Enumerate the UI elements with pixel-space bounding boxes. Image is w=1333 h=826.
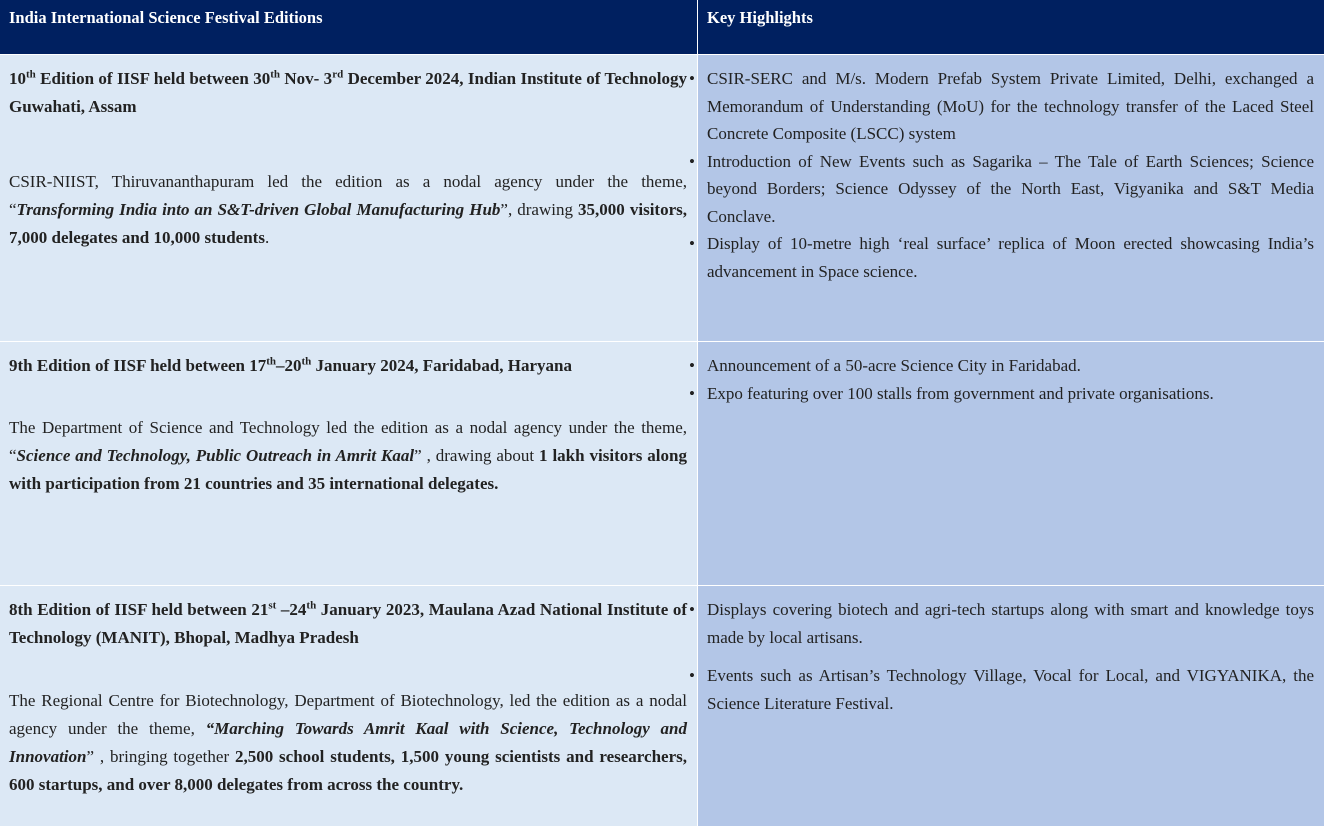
highlights-cell-8th (689, 586, 1324, 826)
bullet-icon: • (689, 666, 695, 685)
highlights-list (689, 65, 1314, 285)
highlights-cell-9th (689, 342, 1324, 585)
highlights-cell-10th (689, 55, 1324, 341)
list-item: • Expo featuring over 100 stalls from government and private organisations. (707, 380, 1314, 408)
edition-title: 8th Edition of IISF held between 21st –24th January 2023, Maulana Azad National Institute of Technology (MANIT), Bhopal, Madhya Pradesh (9, 599, 688, 647)
highlights-list (689, 352, 1314, 407)
list-item: • Announcement of a 50-acre Science City in Faridabad. (707, 352, 1314, 380)
list-item: • Display of 10-metre high ‘real surface’ replica of Moon erected showcasing India’s advancement in Space science. (707, 230, 1314, 285)
list-item: • Displays covering biotech and agri-tech startups along with smart and knowledge toys made by local artisans. (707, 596, 1314, 651)
edition-theme: Science and Technology, Public Outreach in Amrit Kaal (16, 446, 415, 465)
edition-title: 9th Edition of IISF held between 17th–20th January 2024, Faridabad, Haryana (9, 355, 572, 375)
list-item: • CSIR-SERC and M/s. Modern Prefab System Private Limited, Delhi, exchanged a Memorandum of Understanding (MoU) for the technology transfer of the Laced Steel Concrete Composite (LSCC) system (707, 65, 1314, 148)
bullet-icon: • (689, 234, 695, 253)
bullet-icon: • (689, 600, 695, 619)
bullet-icon: • (689, 151, 695, 171)
edition-description: The Regional Centre for Biotechnology, Department of Biotechnology, led the edition as a nodal agency under the theme, “Marching Towards Amrit Kaal with Science, Technology and Innovation” , bringing together 2,500 school students, 1,500 young scientists and researchers, 600 startups, and over 8,000 delegates from across the country. (9, 691, 688, 794)
edition-theme: Transforming India into an S&T-driven Global Manufacturing Hub (16, 200, 501, 219)
header-key-highlights: Key Highlights (698, 0, 1324, 54)
bullet-icon: • (689, 383, 695, 403)
edition-cell-9th (0, 342, 697, 585)
bullet-icon: • (689, 69, 695, 88)
list-item: • Events such as Artisan’s Technology Village, Vocal for Local, and VIGYANIKA, the Science Literature Festival. (707, 662, 1314, 717)
header-editions: India International Science Festival Editions (0, 0, 697, 54)
highlights-list (689, 596, 1314, 717)
edition-title: 10th Edition of IISF held between 30th Nov- 3rd December 2024, Indian Institute of Technology Guwahati, Assam (9, 68, 687, 116)
list-item: • Introduction of New Events such as Sagarika – The Tale of Earth Sciences; Science beyond Borders; Science Odyssey of the North East, Vigyanika and S&T Media Conclave. (707, 148, 1314, 231)
edition-cell-10th (0, 55, 697, 341)
edition-cell-8th (0, 586, 697, 826)
bullet-icon: • (689, 356, 695, 375)
edition-description: CSIR-NIIST, Thiruvananthapuram led the edition as a nodal agency under the theme, “Transforming India into an S&T-driven Global Manufacturing Hub”, drawing 35,000 visitors, 7,000 delegates and 10,000 students. (9, 172, 687, 247)
edition-description: The Department of Science and Technology led the edition as a nodal agency under the theme, “Science and Technology, Public Outreach in Amrit Kaal” , drawing about 1 lakh visitors along with participation from 21 countries and 35 international delegates. (9, 418, 687, 493)
edition-theme: “Marching Towards Amrit Kaal with Science, Technology and Innovation (9, 719, 687, 766)
